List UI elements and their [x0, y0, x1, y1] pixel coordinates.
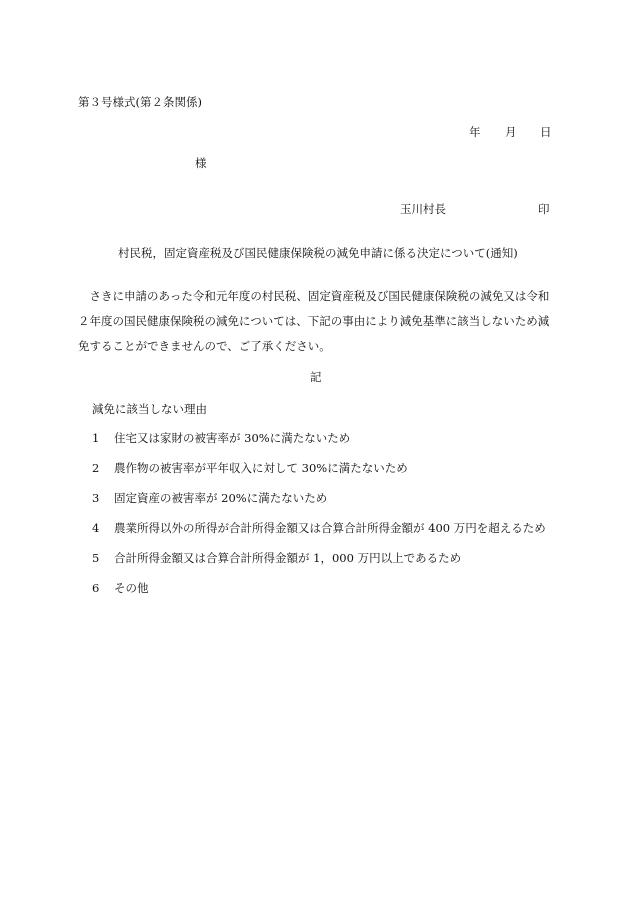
- reason-text: 合計所得金額又は合算合計所得金額が 1，000 万円以上であるため: [114, 551, 462, 565]
- body-paragraph: さきに申請のあった令和元年度の村民税、固定資産税及び国民健康保険税の減免又は令和２年度の国民健康保険税の減免については、下記の事由により減免基準に該当しないため減免することができませんので、ご了承ください。: [78, 289, 550, 353]
- reason-item: [92, 460, 408, 476]
- reasons-heading: 減免に該当しない理由: [92, 402, 207, 416]
- reason-number: 4: [92, 521, 100, 535]
- ki-heading: 記: [310, 370, 322, 384]
- reason-item: [92, 520, 546, 536]
- date-year: 年: [469, 125, 481, 139]
- date-month: 月: [505, 125, 517, 139]
- document-title: 村民税，固定資産税及び国民健康保険税の減免申請に係る決定について(通知): [118, 246, 518, 260]
- reason-item: [92, 490, 327, 506]
- reason-item: [92, 580, 149, 596]
- reason-number: 2: [92, 461, 100, 475]
- reason-number: 1: [92, 431, 100, 445]
- reason-item: [92, 430, 350, 446]
- date-day: 日: [540, 125, 552, 139]
- reason-text: 農業所得以外の所得が合計所得金額又は合算合計所得金額が 400 万円を超えるため: [114, 521, 546, 535]
- sender-name: 玉川村長: [400, 202, 446, 216]
- reason-text: 固定資産の被害率が 20%に満たないため: [114, 491, 328, 505]
- reason-number: 5: [92, 551, 100, 565]
- seal-mark: 印: [538, 202, 550, 216]
- reason-text: 農作物の被害率が平年収入に対して 30%に満たないため: [114, 461, 408, 475]
- addressee-suffix: 様: [195, 156, 207, 170]
- reason-number: 6: [92, 581, 100, 595]
- reason-text: 住宅又は家財の被害率が 30%に満たないため: [114, 431, 351, 445]
- reason-text: その他: [114, 581, 149, 595]
- reason-item: [92, 550, 461, 566]
- reason-number: 3: [92, 491, 100, 505]
- form-label: 第３号様式(第２条関係): [78, 95, 202, 109]
